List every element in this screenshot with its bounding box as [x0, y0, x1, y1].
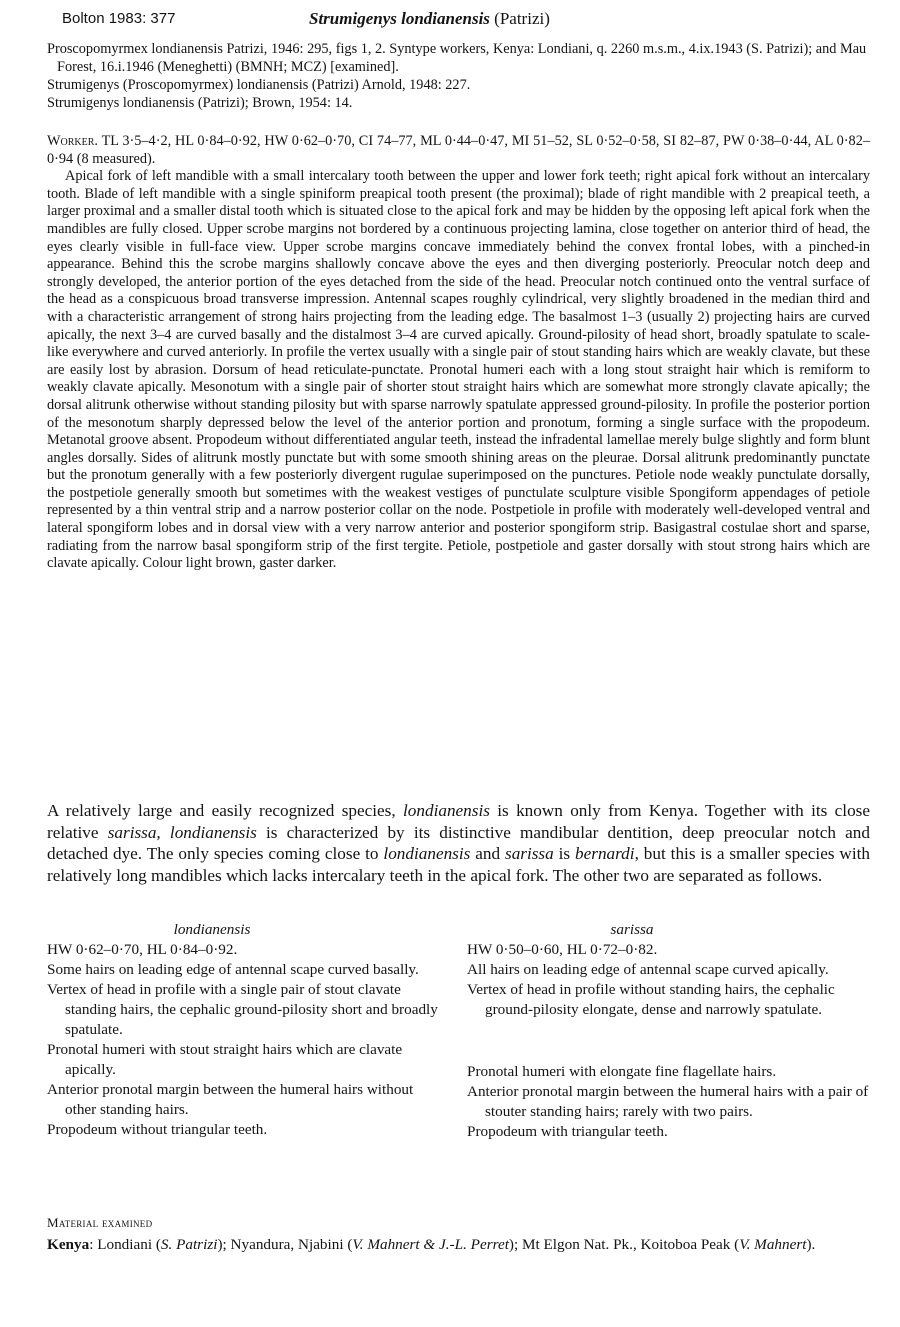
character-item: Vertex of head in profile with a single pair of stout clavate standing hairs, the cephalic ground-pilosity short and broadly spatulate. [47, 981, 438, 1038]
synonymy-list [47, 40, 870, 112]
material-text: : Londiani ( [89, 1236, 161, 1253]
character-item: Propodeum without triangular teeth. [47, 1121, 268, 1138]
character-item: HW 0·62–0·70, HL 0·84–0·92. [47, 941, 238, 958]
character-item: Propodeum with triangular teeth. [467, 1123, 668, 1140]
comparison-column-londianensis [47, 920, 447, 1140]
character-list [47, 940, 447, 1140]
synonymy-entry: Strumigenys londianensis (Patrizi); Brown, 1954: 14. [47, 95, 353, 111]
species-author: (Patrizi) [494, 9, 550, 28]
material-text: ); Nyandura, Njabini ( [217, 1236, 353, 1253]
country-name: Kenya [47, 1236, 90, 1253]
worker-measurements-line [47, 133, 870, 168]
character-item: Vertex of head in profile without standing hairs, the cephalic ground-pilosity elongate, dense and narrowly spatulate. [467, 981, 835, 1018]
character-item: HW 0·50–0·60, HL 0·72–0·82. [467, 941, 658, 958]
material-text: ); Mt Elgon Nat. Pk., Koitoboa Peak ( [508, 1236, 740, 1253]
page-citation: Bolton 1983: 377 [62, 10, 176, 27]
character-item: Pronotal humeri with elongate fine flagellate hairs. [467, 1063, 777, 1080]
taxon-name: sarissa, londianensis [107, 822, 257, 842]
worker-label: Worker. [47, 133, 98, 149]
comparison-column-sarissa [467, 920, 877, 1142]
character-item: Pronotal humeri with stout straight hairs which are clavate apically. [47, 1041, 403, 1078]
discussion-paragraph [47, 800, 870, 886]
synonymy-entry: Strumigenys (Proscopomyrmex) londianensis (Patrizi) Arnold, 1948: 227. [47, 77, 471, 93]
character-item: Anterior pronotal margin between the humeral hairs with a pair of stouter standing hairs; rarely with two pairs. [467, 1083, 869, 1120]
running-header [62, 10, 870, 32]
synonymy-entry: Proscopomyrmex londianensis Patrizi, 1946: 295, figs 1, 2. Syntype workers, Kenya: Londiani, q. 2260 m.s.m., 4.ix.1943 (S. Patrizi); and Mau Forest, 16.i.1946 (Meneghetti) (BMNH; MCZ) [examined]. [47, 41, 867, 75]
character-item: Anterior pronotal margin between the humeral hairs without other standing hairs. [47, 1081, 414, 1118]
taxon-name: bernardi [575, 844, 635, 863]
character-list [467, 940, 877, 1142]
material-paragraph [47, 1235, 870, 1255]
discussion-text: , but this is a smaller species with relatively long mandibles which lacks intercalary teeth in the apical fork. The other two are separated as follows. [47, 844, 870, 885]
species-title [309, 9, 550, 29]
taxon-name: sarissa [505, 844, 554, 863]
material-heading: Material examined [47, 1215, 153, 1230]
discussion-text: is characterized by its distinctive mandibular dentition, deep preocular notch and detached dye. The only species coming close to [47, 822, 870, 863]
column-heading: londianensis [173, 921, 251, 938]
worker-description: Apical fork of left mandible with a small intercalary tooth between the upper and lower fork teeth; right apical fork without an intercalary tooth. Blade of left mandible with a single spiniform preapical tooth present (the proximal); blade of right mandible with 2 preapical teeth, a larger proximal and a smaller distal tooth which is situated close to the apical fork and may be hidden by the opposing left apical fork when the mandibles are fully closed. Upper scrobe margins not bordered by a continuous projecting lamina, close together on anterior third of head, the eyes clearly visible in full-face view. Upper scrobe margins concave immediately behind the convex frontal lobes, with a pinched-in appearance. Behind this the scrobe margins shallowly concave above the eyes and then diverging posteriorly. Preocular notch deep and strongly developed, the anterior portion of the eyes detached from the side of the head. Preocular notch continued onto the ventral surface of the head as a conspicuous broad transverse impression. Antennal scapes roughly cylindrical, very slightly broadened in the median third and with a characteristic arrangement of strong hairs projecting from the leading edge. The basalmost 1–3 (usually 2) projecting hairs are curved apically, the next 3–4 are curved basally and the distalmost 3–4 are curved apically. Ground-pilosity of head short, broadly spatulate to scale-like everywhere and curved anteriorly. In profile the vertex usually with a single pair of stout standing hairs which are weakly clavate, but these are easily lost by abrasion. Dorsum of head reticulate-punctate. Pronotal humeri each with a long stout straight hair which is remiform to weakly clavate apically. Mesonotum with a single pair of shorter stout straight hairs which are somewhat more strongly clavate apically; the dorsal alitrunk otherwise without standing pilosity but with sparse narrowly spatulate appressed ground-pilosity. In profile the posterior portion of the mesonotum sharply depressed below the level of the anterior portion and pronotum, forming a single surface with the propodeum. Metanotal groove absent. Propodeum without differentiated angular teeth, instead the infradental lamellae merely bulge slightly and form blunt angles dorsally. Sides of alitrunk mostly punctate but with some smooth shining areas on the pleurae. Dorsal alitrunk predominantly punctate but the pronotum generally with a few posteriorly divergent rugulae superimposed on the punctures. Petiole node weakly punctulate dorsally, the postpetiole generally smooth but sometimes with the weakest vestiges of punctulate sculpture visible Spongiform appendages of petiole represented by a thin ventral strip and a narrow posterior collar on the node. Postpetiole in profile with moderately well-developed ventral and lateral spongiform lobes and in dorsal view with a very narrow anterior and posterior spongiform strip. Basigastral costulae short and sparse, radiating from the narrow basal spongiform strip of the first tergite. Petiole, postpetiole and gaster dorsally with stout strong hairs which are clavate apically. Colour light brown, gaster darker. [47, 168, 870, 572]
column-heading: sarissa [610, 921, 654, 938]
worker-section [47, 133, 870, 573]
collector-name: S. Patrizi [160, 1236, 218, 1253]
species-name: Strumigenys londianensis [309, 9, 490, 28]
discussion-text: and [470, 844, 505, 863]
character-item: All hairs on leading edge of antennal scape curved apically. [467, 961, 829, 978]
collector-name: V. Mahnert [739, 1236, 807, 1253]
discussion-text: is [553, 844, 576, 863]
taxon-name: londianensis [383, 844, 471, 863]
discussion-text: is known only from Kenya. Together with its close relative [47, 801, 870, 842]
taxon-name: londianensis [403, 801, 490, 820]
material-text: ). [806, 1236, 816, 1253]
collector-name: V. Mahnert & J.-L. Perret [352, 1236, 509, 1253]
discussion-text: A relatively large and easily recognized species, [47, 801, 404, 820]
worker-measurements: TL 3·5–4·2, HL 0·84–0·92, HW 0·62–0·70, CI 74–77, ML 0·44–0·47, MI 51–52, SL 0·52–0·58, SI 82–87, PW 0·38–0·44, AL 0·82–0·94 (8 measured). [47, 133, 870, 167]
character-item: Some hairs on leading edge of antennal scape curved basally. [47, 961, 419, 978]
